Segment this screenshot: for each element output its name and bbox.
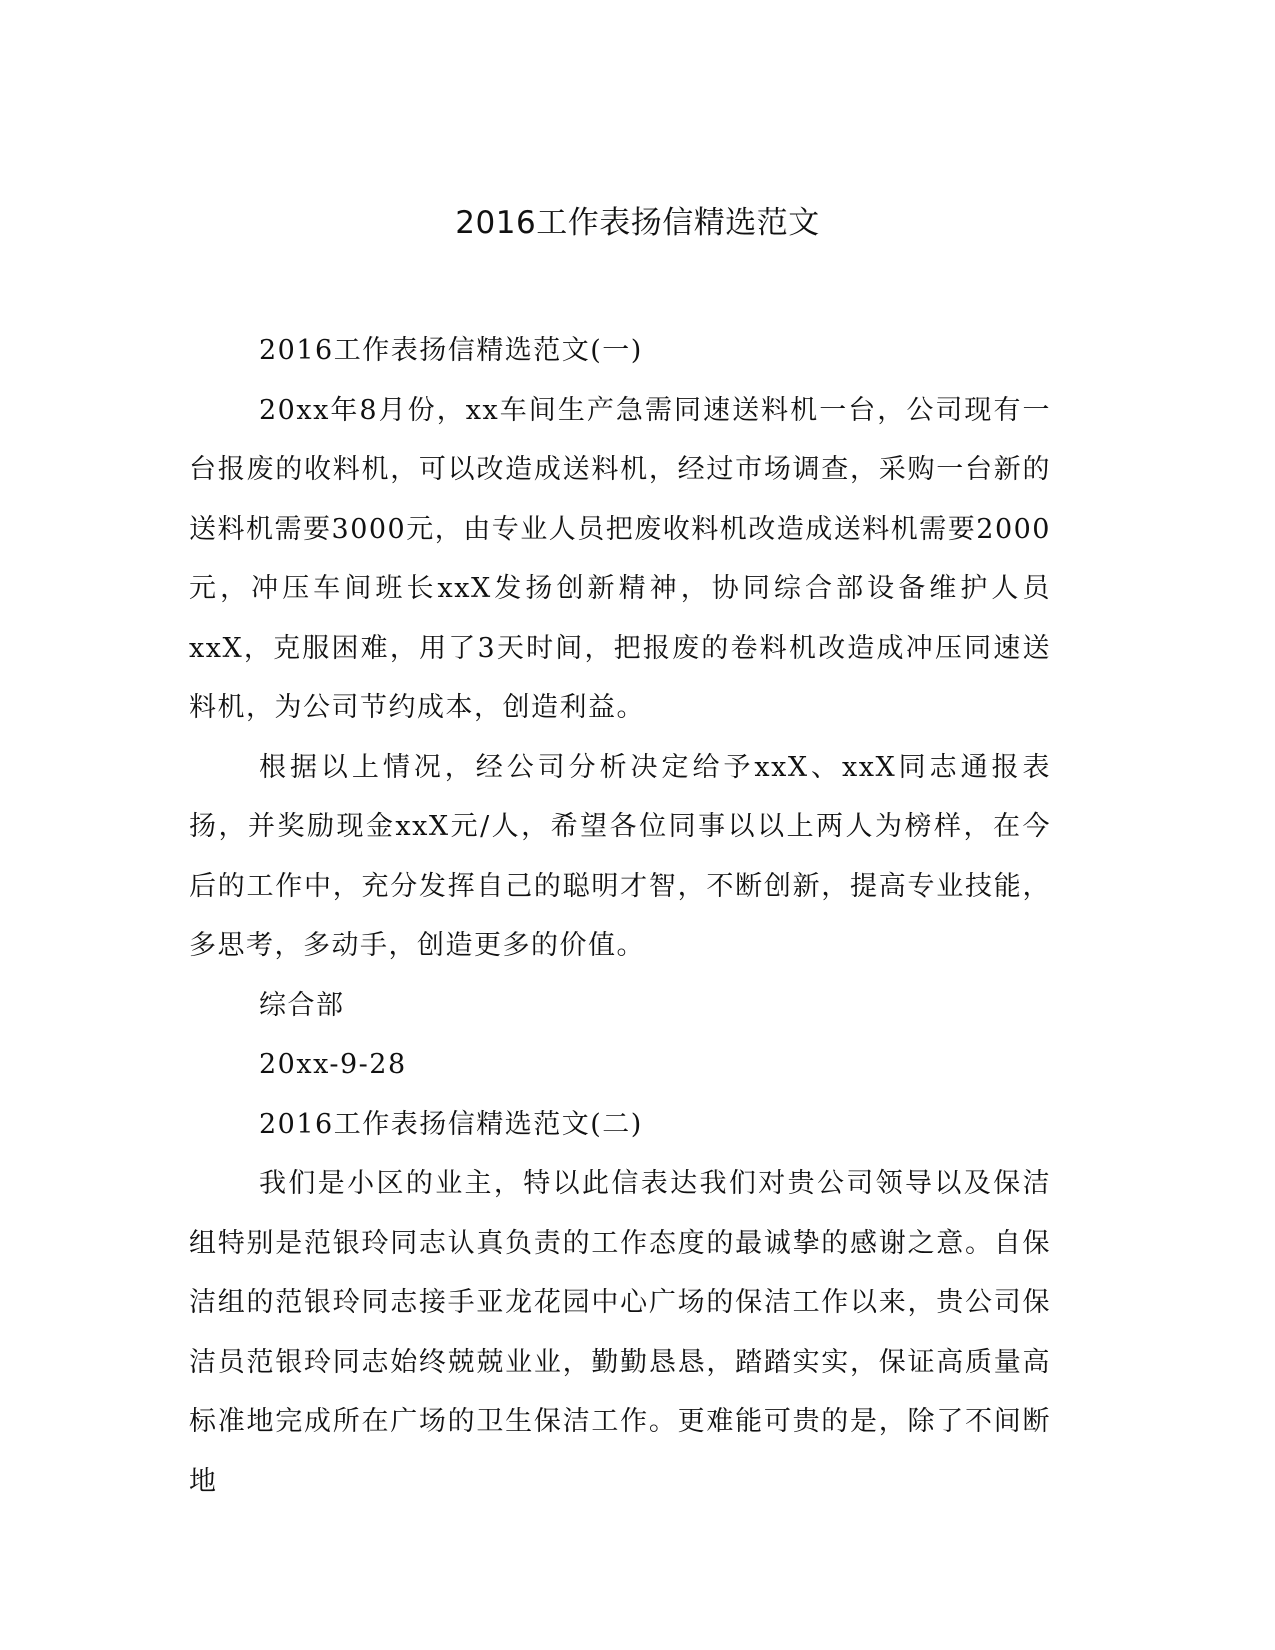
- section-2-paragraph-1: 我们是小区的业主，特以此信表达我们对贵公司领导以及保洁组特别是范银玲同志认真负责的工作态度的最诚挚的感谢之意。自保洁组的范银玲同志接手亚龙花园中心广场的保洁工作以来，贵公司保洁员范银玲同志始终兢兢业业，勤勤恳恳，踏踏实实，保证高质量高标准地完成所在广场的卫生保洁工作。更难能可贵的是，除了不间断地: [189, 1168, 1051, 1497]
- section-1-heading: 2016工作表扬信精选范文(一): [259, 335, 643, 366]
- section-1-date: 20xx-9-28: [259, 1049, 407, 1080]
- section-1-paragraph-2: 根据以上情况，经公司分析决定给予xxX、xxX同志通报表扬，并奖励现金xxX元/人，希望各位同事以以上两人为榜样，在今后的工作中，充分发挥自己的聪明才智，不断创新，提高专业技能，多思考，多动手，创造更多的价值。: [189, 751, 1051, 961]
- document-body: [189, 321, 1051, 1511]
- section-1-paragraph-1: 20xx年8月份，xx车间生产急需同速送料机一台，公司现有一台报废的收料机，可以改造成送料机，经过市场调查，采购一台新的送料机需要3000元，由专业人员把废收料机改造成送料机需要2000元，冲压车间班长xxX发扬创新精神，协同综合部设备维护人员xxX，克服困难，用了3天时间，把报废的卷料机改造成冲压同速送料机，为公司节约成本，创造利益。: [189, 394, 1051, 723]
- section-2-heading: 2016工作表扬信精选范文(二): [259, 1108, 643, 1140]
- section-1-signature: 综合部: [259, 989, 345, 1021]
- document-title: 2016工作表扬信精选范文: [455, 205, 820, 241]
